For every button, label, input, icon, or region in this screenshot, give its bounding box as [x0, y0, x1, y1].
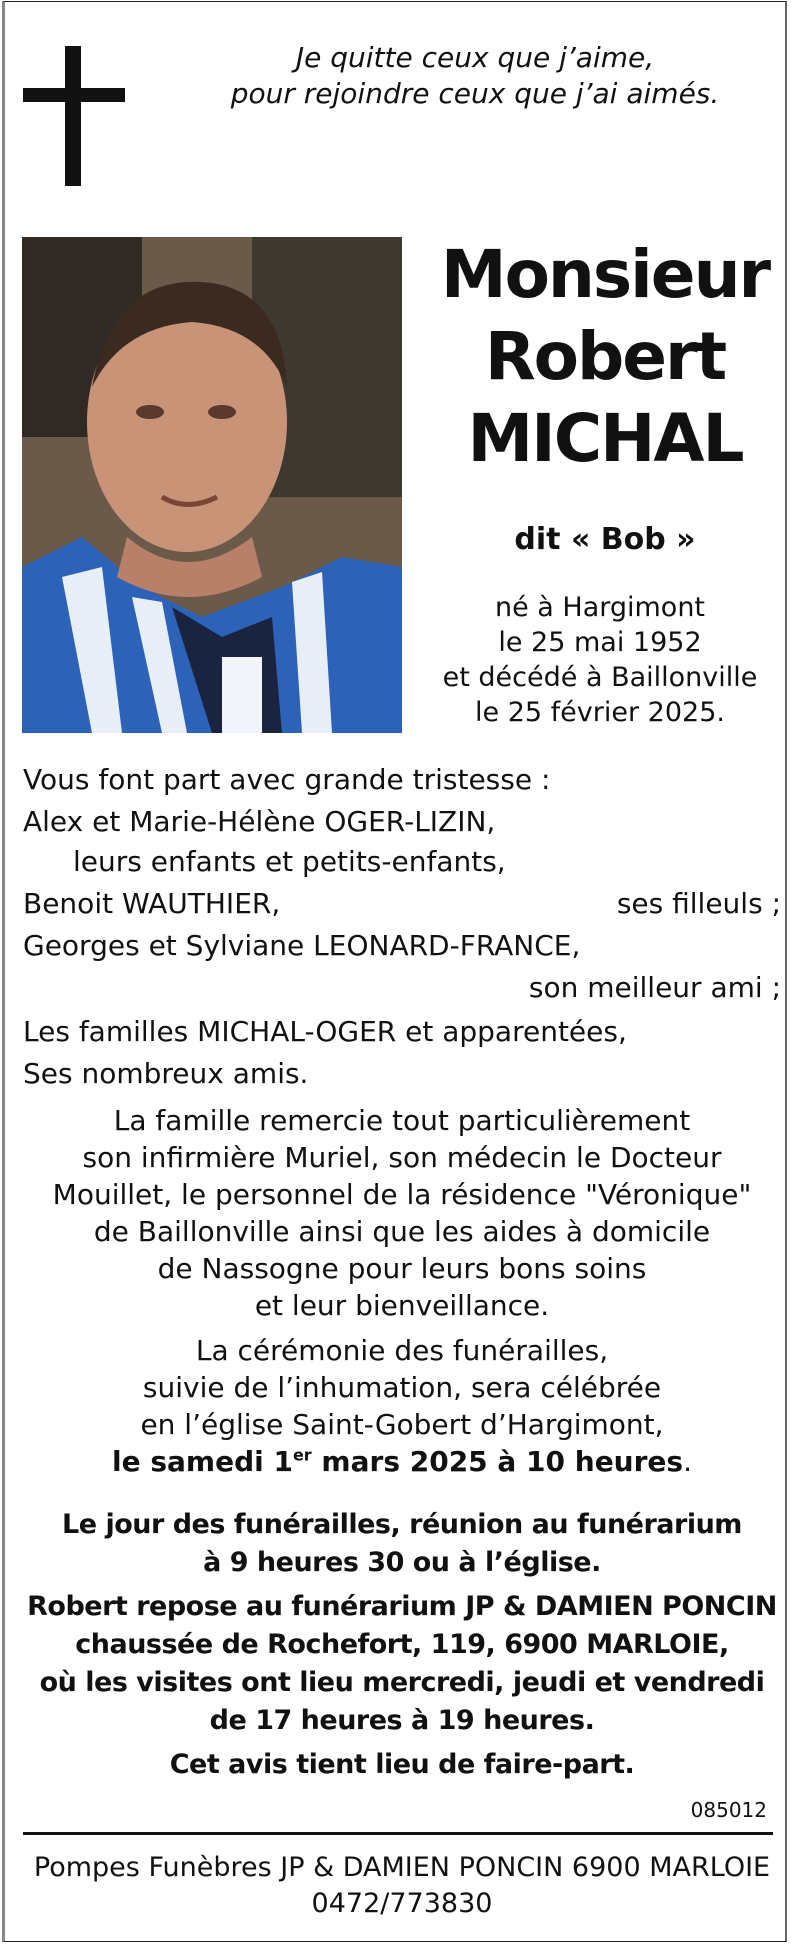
divider	[23, 1832, 773, 1835]
obituary-notice	[2, 1, 787, 1942]
title-honorific: Monsieur	[440, 236, 770, 313]
death-date: le 25 février 2025.	[475, 697, 725, 728]
life-dates	[405, 590, 791, 730]
visits-line: chaussée de Rochefort, 119, 6900 MARLOIE,	[75, 1629, 729, 1660]
ceremony-line: suivie de l’inhumation, sera célébrée	[142, 1371, 662, 1404]
family-relation: son meilleur ami ;	[528, 971, 781, 1004]
funeral-home-footer	[23, 1850, 781, 1922]
family-entry: Georges et Sylviane LEONARD-FRANCE,	[23, 929, 581, 962]
visits-notice	[23, 1588, 781, 1740]
thanks-paragraph	[23, 1102, 781, 1324]
nickname: dit « Bob »	[514, 522, 696, 557]
quote-line-2: pour rejoindre ceux que j’ai aimés.	[230, 77, 720, 110]
thanks-line: de Nassogne pour leurs bons soins	[157, 1252, 647, 1285]
first-name: Robert	[484, 318, 726, 395]
family-relation: ses filleuls ;	[616, 887, 781, 920]
deceased-name-block	[435, 234, 775, 480]
ceremony-date-end: .	[683, 1445, 692, 1478]
funeral-home-name: Pompes Funèbres JP & DAMIEN PONCIN 6900 MARLOIE	[33, 1852, 771, 1883]
thanks-line: La famille remercie tout particulièrement	[113, 1104, 691, 1137]
birth-place: né à Hargimont	[494, 592, 706, 623]
thanks-line: Mouillet, le personnel de la résidence "Véronique"	[52, 1178, 752, 1211]
family-entry: Alex et Marie-Hélène OGER-LIZIN,	[23, 805, 496, 838]
closing-notice: Cet avis tient lieu de faire-part.	[169, 1749, 635, 1780]
ceremony-date	[23, 1443, 781, 1480]
funeral-home-phone: 0472/773830	[311, 1888, 493, 1919]
family-entry: leurs enfants et petits-enfants,	[73, 845, 506, 878]
thanks-line: et leur bienveillance.	[254, 1289, 550, 1322]
meeting-notice	[23, 1506, 781, 1582]
visits-line: Robert repose au funérarium JP & DAMIEN PONCIN	[27, 1591, 777, 1622]
family-entry: Ses nombreux amis.	[23, 1057, 309, 1090]
ceremony-date-prefix: le samedi 1	[112, 1445, 293, 1478]
meeting-line: à 9 heures 30 ou à l’église.	[203, 1547, 601, 1578]
epitaph-quote	[195, 40, 755, 112]
reference-number: 085012	[690, 1798, 767, 1822]
last-name: MICHAL	[467, 400, 743, 477]
ceremony-line: La cérémonie des funérailles,	[195, 1334, 609, 1367]
quote-line-1: Je quitte ceux que j’aime,	[295, 41, 655, 74]
visits-line: de 17 heures à 19 heures.	[209, 1705, 595, 1736]
deceased-portrait-photo	[22, 237, 402, 733]
family-entry: Benoit WAUTHIER,	[23, 887, 281, 920]
ceremony-paragraph	[23, 1332, 781, 1480]
thanks-line: de Baillonville ainsi que les aides à domicile	[93, 1215, 711, 1248]
family-entry: Les familles MICHAL-OGER et apparentées,	[23, 1015, 627, 1048]
ceremony-date-sup: er	[292, 1445, 312, 1465]
family-intro: Vous font part avec grande tristesse :	[23, 763, 551, 796]
birth-date: le 25 mai 1952	[498, 627, 702, 658]
meeting-line: Le jour des funérailles, réunion au funérarium	[62, 1509, 742, 1540]
death-place: et décédé à Baillonville	[442, 662, 758, 693]
ceremony-line: en l’église Saint-Gobert d’Hargimont,	[140, 1408, 664, 1441]
ceremony-date-suffix: mars 2025 à 10 heures	[311, 1445, 684, 1478]
thanks-line: son infirmière Muriel, son médecin le Docteur	[82, 1141, 722, 1174]
visits-line: où les visites ont lieu mercredi, jeudi et vendredi	[39, 1667, 765, 1698]
